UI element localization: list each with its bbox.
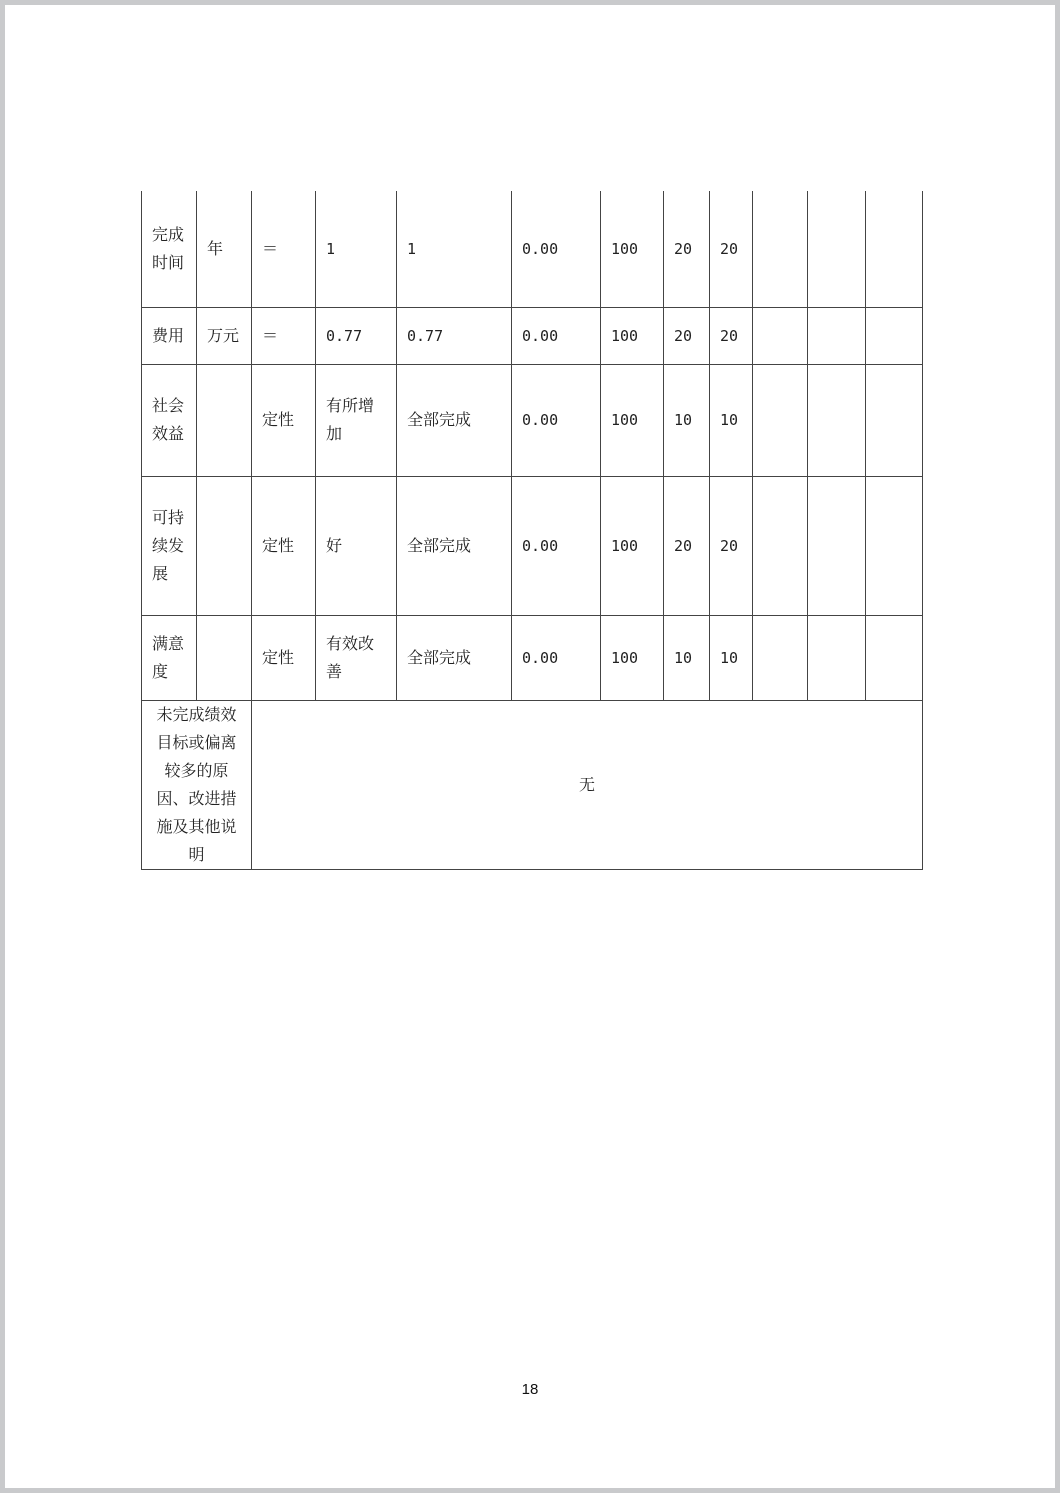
unit-cell: [197, 476, 252, 615]
target-cell: 有所增加: [316, 364, 397, 476]
type-cell: 定性: [252, 615, 316, 700]
type-cell: ＝: [252, 307, 316, 364]
table-row: [142, 191, 923, 307]
table-row: [142, 615, 923, 700]
rate-cell: 100: [601, 307, 664, 364]
unit-cell: [197, 615, 252, 700]
actual-cell: 0.77: [397, 307, 512, 364]
empty-cell: [753, 476, 808, 615]
empty-cell: [866, 615, 923, 700]
deviation-cell: 0.00: [512, 615, 601, 700]
indicator-cell: 满意度: [142, 615, 197, 700]
empty-cell: [866, 476, 923, 615]
target-cell: 1: [316, 191, 397, 307]
indicator-cell: 可持续发展: [142, 476, 197, 615]
rate-cell: 100: [601, 364, 664, 476]
empty-cell: [808, 615, 866, 700]
type-cell: 定性: [252, 476, 316, 615]
empty-cell: [866, 191, 923, 307]
unit-cell: 年: [197, 191, 252, 307]
target-cell: 0.77: [316, 307, 397, 364]
note-value: 无: [252, 700, 923, 869]
deviation-cell: 0.00: [512, 364, 601, 476]
note-row: [142, 700, 923, 869]
deviation-cell: 0.00: [512, 307, 601, 364]
target-cell: 好: [316, 476, 397, 615]
score-cell: 20: [710, 191, 753, 307]
note-label: 未完成绩效目标或偏离较多的原因、改进措施及其他说明: [142, 700, 252, 869]
unit-cell: [197, 364, 252, 476]
empty-cell: [753, 191, 808, 307]
weight-cell: 20: [664, 307, 710, 364]
actual-cell: 全部完成: [397, 615, 512, 700]
empty-cell: [753, 307, 808, 364]
empty-cell: [866, 364, 923, 476]
table-row: [142, 476, 923, 615]
empty-cell: [753, 364, 808, 476]
unit-cell: 万元: [197, 307, 252, 364]
page-number: 18: [521, 1381, 539, 1398]
rate-cell: 100: [601, 191, 664, 307]
table-row: [142, 364, 923, 476]
empty-cell: [808, 191, 866, 307]
actual-cell: 全部完成: [397, 476, 512, 615]
type-cell: 定性: [252, 364, 316, 476]
rate-cell: 100: [601, 615, 664, 700]
indicator-cell: 社会效益: [142, 364, 197, 476]
indicator-cell: 完成时间: [142, 191, 197, 307]
indicator-cell: 费用: [142, 307, 197, 364]
table-row: [142, 307, 923, 364]
rate-cell: 100: [601, 476, 664, 615]
performance-table: [141, 191, 923, 870]
deviation-cell: 0.00: [512, 191, 601, 307]
type-cell: ＝: [252, 191, 316, 307]
score-cell: 10: [710, 364, 753, 476]
target-cell: 有效改善: [316, 615, 397, 700]
empty-cell: [866, 307, 923, 364]
score-cell: 20: [710, 476, 753, 615]
score-cell: 20: [710, 307, 753, 364]
empty-cell: [808, 307, 866, 364]
actual-cell: 全部完成: [397, 364, 512, 476]
actual-cell: 1: [397, 191, 512, 307]
weight-cell: 10: [664, 364, 710, 476]
empty-cell: [808, 364, 866, 476]
empty-cell: [808, 476, 866, 615]
score-cell: 10: [710, 615, 753, 700]
document-page: [5, 5, 1055, 1488]
weight-cell: 20: [664, 191, 710, 307]
deviation-cell: 0.00: [512, 476, 601, 615]
weight-cell: 20: [664, 476, 710, 615]
weight-cell: 10: [664, 615, 710, 700]
empty-cell: [753, 615, 808, 700]
